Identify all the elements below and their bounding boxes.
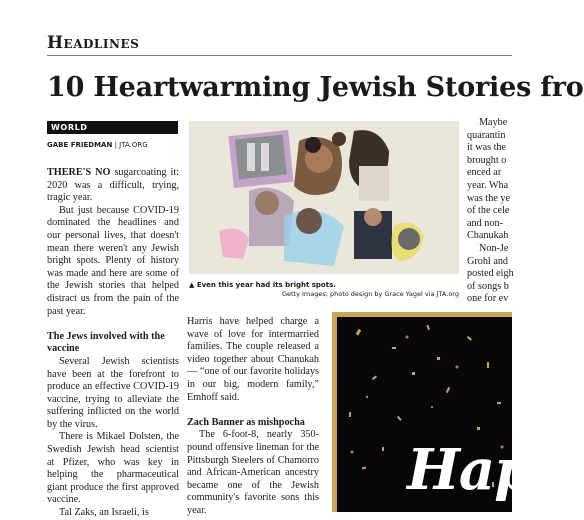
text-line: quarantin <box>467 129 506 141</box>
paragraph <box>47 167 179 205</box>
paragraph-text: sugarcoating it: 2020 was a difficult, trying, tragic year. <box>47 167 179 204</box>
text-line: Chanukah <box>467 230 509 242</box>
advertisement[interactable] <box>332 312 571 512</box>
text-line: Non-Je <box>479 242 509 254</box>
photo-credit: Getty Images; photo design by Grace Yagel via JTA.org <box>281 290 459 298</box>
paragraph: The 6-foot-8, nearly 350-pound offensive lineman for the Pittsburgh Steelers of Chamorro and African-American ancestry became one of the Jewish community's favorite sons this year. <box>187 429 319 516</box>
spacer <box>187 404 319 417</box>
article-column-2 <box>187 316 319 516</box>
article-headline: 10 Heartwarming Jewish Stories fro <box>47 72 584 103</box>
triangle-icon: ▲ <box>189 281 197 289</box>
subhead: Zach Banner as mishpocha <box>187 416 305 428</box>
article-column-1 <box>47 167 179 519</box>
author-name: GABE FRIEDMAN <box>47 141 113 149</box>
text-line: brought o <box>467 154 507 166</box>
section-title: Headlines <box>47 33 140 53</box>
paragraph: Tal Zaks, an Israeli, is <box>59 507 149 519</box>
photo-caption-block <box>189 281 459 299</box>
spacer <box>47 318 179 331</box>
paragraph: Harris have helped charge a wave of love for intermarried families. The couple released a video together about Chanukah — “one of our favorite holidays in our big, modern family,” Emhoff said. <box>187 316 319 403</box>
ad-headline: Happ <box>407 437 571 503</box>
text-line: enced ar <box>467 167 502 179</box>
paragraph: There is Mikael Dolsten, the Swedish Jewish head scientist at Pfizer, who was key in helping the pharmaceutical giant produce the first approved vaccine. <box>47 431 179 506</box>
collage-image <box>189 121 459 274</box>
ad-background <box>337 317 571 512</box>
text-line: of the cele <box>467 205 510 217</box>
photo-caption <box>189 281 459 290</box>
lead-in: THERE'S NO <box>47 167 111 178</box>
byline <box>47 141 148 149</box>
source-name: JTA.ORG <box>119 141 148 149</box>
text-line: was the ye <box>467 192 510 204</box>
text-line: and non- <box>467 217 503 229</box>
text-line: posted eigh <box>467 268 514 280</box>
paragraph: Several Jewish scientists have been at the forefront to produce an effective COVID-19 vaccine, trying to alleviate the suffering inflicted on the world by the virus. <box>47 355 179 430</box>
paragraph: But just because COVID-19 dominated the headlines and our personal lives, that doesn't mean there weren't any Jewish bright spots. Plenty of history was made and here are some of the Jewish stories that helped distract us from the pain of the past year. <box>47 204 179 317</box>
text-line: year. Wha <box>467 179 509 191</box>
text-line: one for ev <box>467 293 509 305</box>
text-line: Grohl and <box>467 255 509 267</box>
text-line: Maybe <box>479 117 508 128</box>
section-rule <box>47 55 512 56</box>
article-column-3 <box>467 117 512 307</box>
byline-separator: | <box>114 141 120 149</box>
subhead: The Jews involved with the vaccine <box>47 330 165 355</box>
text-line: it was the <box>467 142 507 154</box>
section-tag: WORLD <box>47 121 178 134</box>
article-photo-collage <box>189 121 459 274</box>
text-line: of songs b <box>467 280 509 292</box>
caption-text: Even this year had its bright spots. <box>196 281 336 289</box>
